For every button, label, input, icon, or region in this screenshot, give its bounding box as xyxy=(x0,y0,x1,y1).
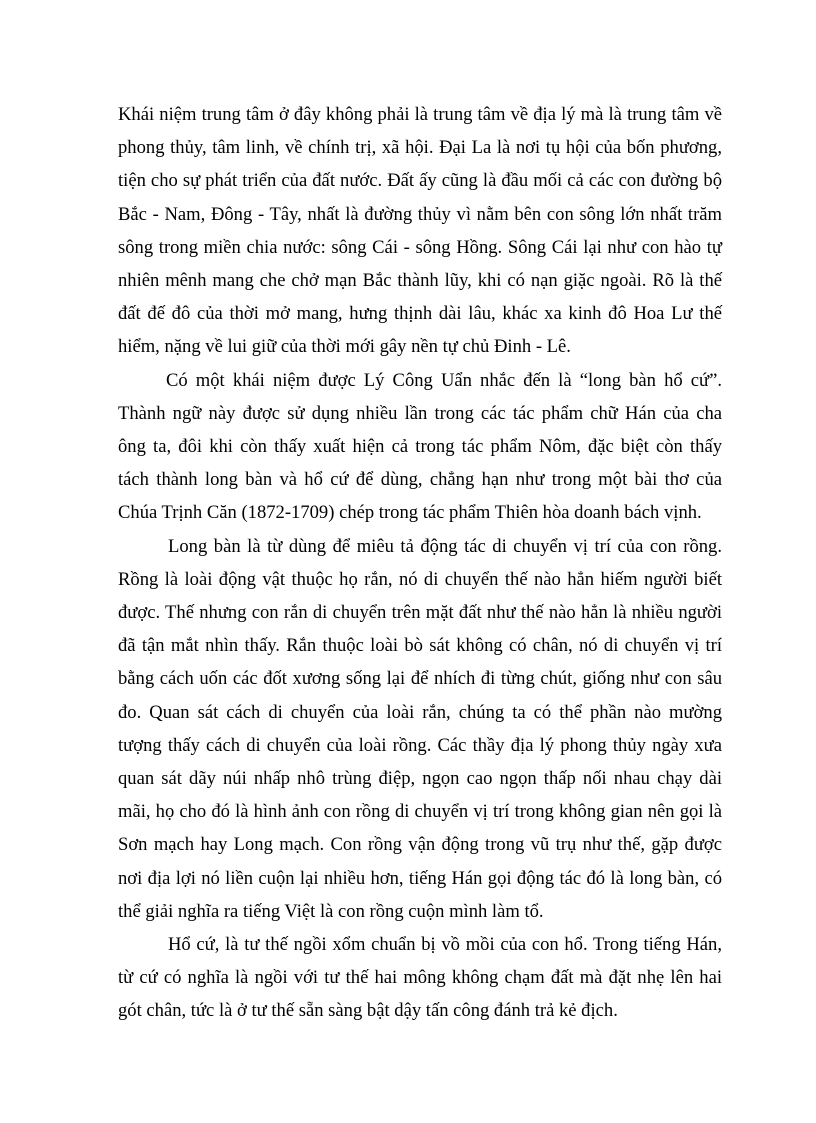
text-line: Chúa Trịnh Căn (1872-1709) chép trong tác phẩm Thiên hòa doanh bách vịnh. xyxy=(118,502,702,524)
text-line: sông trong miền chia nước: sông Cái - sông Hồng. Sông Cái lại như con hào tự xyxy=(118,236,722,258)
text-line: Thành ngữ này được sử dụng nhiều lần trong các tác phẩm chữ Hán của cha xyxy=(118,402,722,424)
text-line: Sơn mạch hay Long mạch. Con rồng vận động trong vũ trụ như thế, gặp được xyxy=(118,834,722,856)
text-line: tượng thấy cách di chuyển của loài rồng. Các thầy địa lý phong thủy ngày xưa xyxy=(118,734,722,756)
text-line: Có một khái niệm được Lý Công Uẩn nhắc đến là “long bàn hổ cứ”. xyxy=(166,369,722,391)
paragraph-2 xyxy=(118,364,722,530)
text-line: gót chân, tức là ở tư thế sẵn sàng bật dậy tấn công đánh trả kẻ địch. xyxy=(118,1000,618,1022)
text-line: từ cứ có nghĩa là ngồi với tư thế hai mông không chạm đất mà đặt nhẹ lên hai xyxy=(118,967,722,989)
text-line: nơi địa lợi nó liền cuộn lại nhiều hơn, tiếng Hán gọi động tác đó là long bàn, có xyxy=(118,867,722,889)
text-line: ông ta, đôi khi còn thấy xuất hiện cả trong tác phẩm Nôm, đặc biệt còn thấy xyxy=(118,436,722,458)
text-line: mãi, họ cho đó là hình ảnh con rồng di chuyển vị trí trong không gian nên gọi là xyxy=(118,801,722,823)
text-line: Bắc - Nam, Đông - Tây, nhất là đường thủy vì nằm bên con sông lớn nhất trăm xyxy=(118,203,722,225)
paragraph-1 xyxy=(118,98,722,364)
paragraph-4 xyxy=(118,928,722,1028)
text-line: Long bàn là từ dùng để miêu tả động tác di chuyển vị trí của con rồng. xyxy=(168,535,722,557)
text-line: nhiên mênh mang che chở mạn Bắc thành lũy, khi có nạn giặc ngoài. Rõ là thế xyxy=(118,270,722,292)
text-line: được. Thế nhưng con rắn di chuyển trên mặt đất như thế nào hẳn là nhiều người xyxy=(118,602,722,624)
paragraph-3 xyxy=(118,530,722,928)
text-line: phong thủy, tâm linh, về chính trị, xã hội. Đại La là nơi tụ hội của bốn phương, xyxy=(118,137,722,159)
text-line: tiện cho sự phát triển của đất nước. Đất ấy cũng là đầu mối cả các con đường bộ xyxy=(118,170,722,192)
text-line: Rồng là loài động vật thuộc họ rắn, nó di chuyển thế nào hẳn hiếm người biết xyxy=(118,568,722,590)
text-line: thể giải nghĩa ra tiếng Việt là con rồng cuộn mình làm tổ. xyxy=(118,900,544,922)
text-line: hiểm, nặng về lui giữ của thời mới gây nền tự chủ Đinh - Lê. xyxy=(118,336,571,358)
text-line: Khái niệm trung tâm ở đây không phải là trung tâm về địa lý mà là trung tâm về xyxy=(118,104,722,125)
document-page xyxy=(118,98,722,1028)
text-line: đã tận mắt nhìn thấy. Rắn thuộc loài bò sát không có chân, nó di chuyển vị trí xyxy=(118,635,722,657)
text-line: Hổ cứ, là tư thế ngồi xổm chuẩn bị vồ mồi của con hổ. Trong tiếng Hán, xyxy=(168,934,722,956)
text-line: tách thành long bàn và hổ cứ để dùng, chẳng hạn như trong một bài thơ của xyxy=(118,469,722,491)
text-line: quan sát dãy núi nhấp nhô trùng điệp, ngọn cao ngọn thấp nối nhau chạy dài xyxy=(118,768,722,790)
text-line: đo. Quan sát cách di chuyển của loài rắn, chúng ta có thể phần nào mường xyxy=(118,701,722,723)
text-line: bằng cách uốn các đốt xương sống lại để nhích đi từng chút, giống như con sâu xyxy=(118,668,722,690)
text-line: đất đế đô của thời mở mang, hưng thịnh dài lâu, khác xa kinh đô Hoa Lư thế xyxy=(118,303,722,325)
